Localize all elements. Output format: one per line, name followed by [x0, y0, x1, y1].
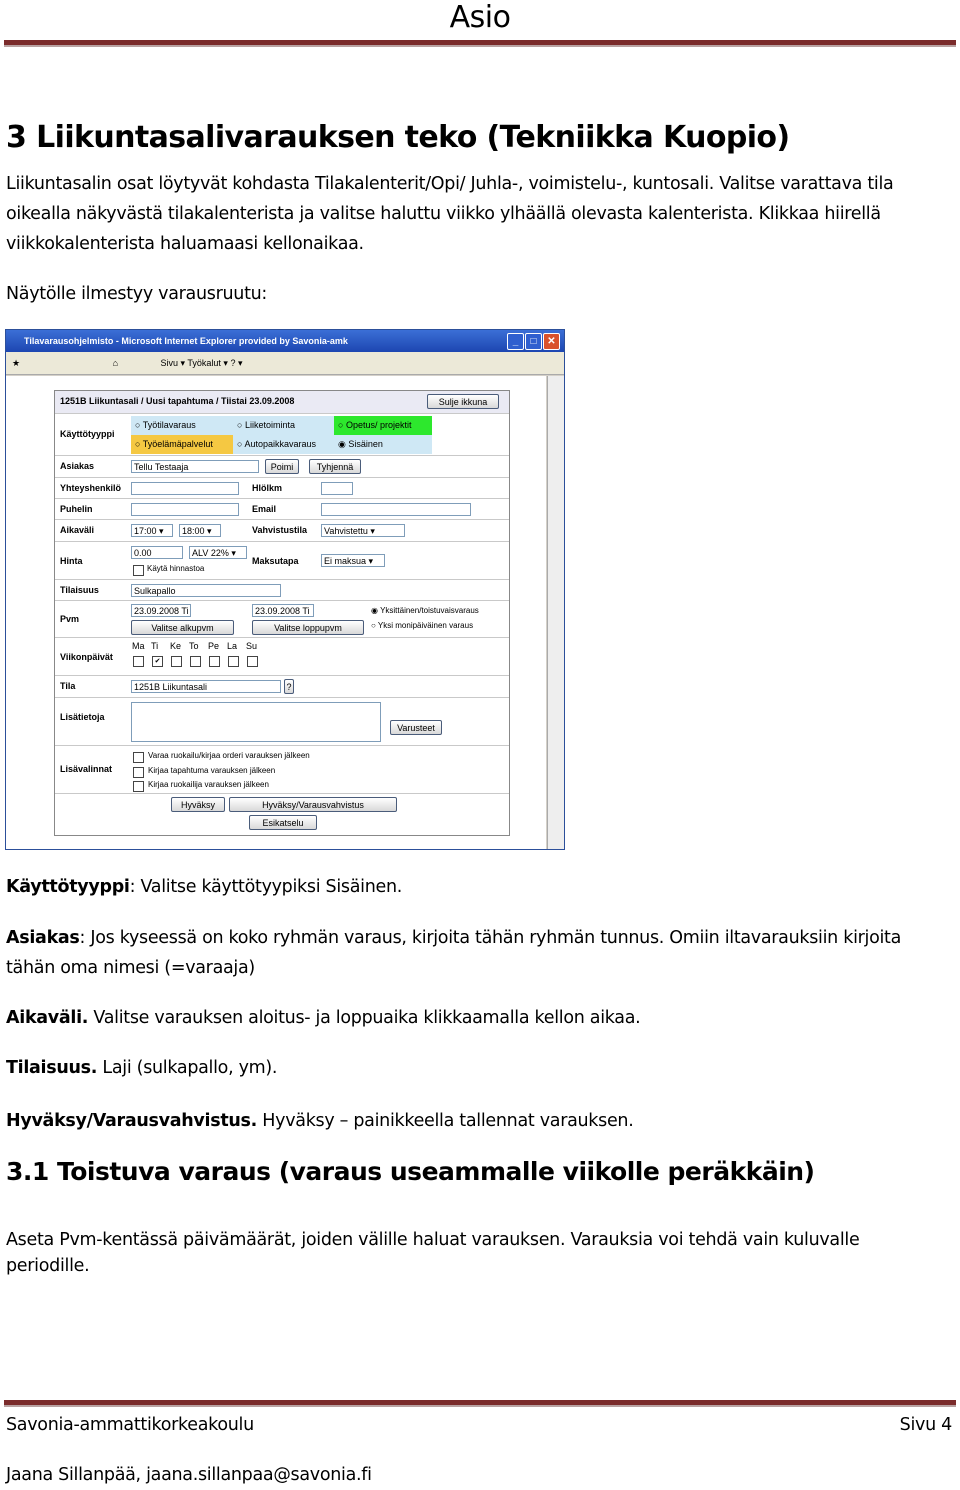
actions-row: [55, 793, 509, 836]
home-icon: ⌂: [112, 358, 119, 368]
weekday-fri-checkbox: [209, 656, 220, 667]
notes-textarea: [131, 702, 381, 742]
explanation-time: Aikaväli. Valitse varauksen aloitus- ja loppuaika klikkaamalla kellon aikaa.: [6, 1008, 641, 1028]
pick-start-button: Valitse alkupvm: [131, 620, 234, 635]
booking-form: [54, 390, 510, 836]
vat-select: ALV 22% ▾: [189, 546, 247, 559]
accept-confirm-button: Hyväksy/Varausvahvistus: [229, 797, 397, 812]
date-row: [55, 600, 509, 638]
persons-label: Hlölkm: [252, 483, 283, 493]
footer-organization: Savonia-ammattikorkeakoulu: [6, 1415, 254, 1435]
notes-row: [55, 697, 509, 746]
purpose-row: [55, 579, 509, 601]
customer-label: Asiakas: [60, 461, 95, 471]
confirm-label: Vahvistustila: [252, 525, 308, 535]
footer-page-number: Sivu 4: [899, 1415, 952, 1435]
date-start-input: 23.09.2008 Ti: [131, 604, 191, 617]
browser-scrollbar: [547, 376, 564, 849]
accept-button: Hyväksy: [171, 797, 225, 812]
persons-input: [321, 482, 353, 495]
weekday-wed: Ke: [170, 641, 182, 651]
weekday-sat: La: [227, 641, 238, 651]
price-row: [55, 541, 509, 580]
room-row: [55, 675, 509, 698]
booking-window-screenshot: [5, 329, 565, 850]
form-title: 1251B Liikuntasali / Uusi tapahtuma / Tiistai 23.09.2008: [60, 396, 295, 406]
phone-label: Puhelin: [60, 504, 93, 514]
footer-author: Jaana Sillanpää, jaana.sillanpaa@savonia.fi: [6, 1465, 372, 1485]
minimize-icon: _: [507, 333, 524, 350]
room-help-button: ?: [284, 679, 294, 694]
footer-rule: [4, 1400, 956, 1407]
weekday-fri: Pe: [208, 641, 220, 651]
weekday-mon: Ma: [132, 641, 145, 651]
purpose-input: Sulkapallo: [131, 584, 281, 597]
usage-option-6: ◉ Sisäinen: [334, 435, 432, 454]
extra-option-3-label: Kirjaa ruokailija varauksen jälkeen: [148, 780, 269, 789]
usage-option-2: ○ Liiketoiminta: [233, 416, 334, 435]
contact-row: [55, 477, 509, 499]
star-icon: ★: [12, 358, 21, 368]
time-row: [55, 519, 509, 542]
weekday-sat-checkbox: [228, 656, 239, 667]
confirm-select: Vahvistettu ▾: [321, 524, 405, 537]
toolbar-menus: Sivu ▾ Työkalut ▾ ? ▾: [160, 358, 243, 368]
contact-label: Yhteyshenkilö: [60, 483, 122, 493]
room-input: 1251B Liikuntasali: [131, 680, 281, 693]
weekday-tue: Ti: [151, 641, 159, 651]
intro-line-3: viikkokalenterista haluamaasi kellonaikaa.: [6, 234, 364, 254]
pick-end-button: Valitse loppupvm: [252, 620, 364, 635]
weekdays-row: [55, 637, 509, 676]
explanation-customer: Asiakas: Jos kyseessä on koko ryhmän varaus, kirjoita tähän ryhmän tunnus. Omiin iltavarauksiin kirjoita: [6, 928, 902, 948]
window-title: Tilavarausohjelmisto - Microsoft Internet Explorer provided by Savonia-amk: [24, 336, 348, 346]
form-title-bar: [55, 391, 509, 414]
intro-line-1: Liikuntasalin osat löytyvät kohdasta Tilakalenterit/Opi/ Juhla-, voimistelu-, kuntosali. Valitse varattava tila: [6, 174, 894, 194]
find-button: Poimi: [265, 459, 299, 474]
time-end-select: 18:00 ▾: [179, 524, 221, 537]
weekday-sun-checkbox: [247, 656, 258, 667]
equipment-button: Varusteet: [390, 720, 442, 735]
customer-row: [55, 455, 509, 478]
price-label: Hinta: [60, 556, 83, 566]
browser-toolbar: [6, 352, 564, 375]
payment-label: Maksutapa: [252, 556, 299, 566]
header-rule: [4, 40, 956, 47]
document-header-title: Asio: [449, 0, 511, 35]
single-booking-option: ◉ Yksittäinen/toistuvaisvaraus: [371, 606, 479, 615]
date-label: Pvm: [60, 614, 80, 624]
maximize-icon: □: [525, 333, 542, 350]
extra-option-2-label: Kirjaa tapahtuma varauksen jälkeen: [148, 766, 276, 775]
time-label: Aikaväli: [60, 525, 95, 535]
weekday-thu-checkbox: [190, 656, 201, 667]
usage-label: Käyttötyyppi: [60, 429, 115, 439]
extra-option-3-checkbox: [133, 781, 144, 792]
pricelist-checkbox: [133, 565, 144, 576]
price-input: 0.00: [131, 546, 183, 559]
preview-button: Esikatselu: [249, 815, 317, 830]
explanation-usage: Käyttötyyppi: Valitse käyttötyypiksi Sisäinen.: [6, 877, 403, 897]
weekday-grid: [131, 641, 264, 673]
purpose-label: Tilaisuus: [60, 585, 99, 595]
usage-option-1: ○ Työtilavaraus: [131, 416, 233, 435]
window-titlebar: [6, 330, 564, 352]
explanation-accept: Hyväksy/Varausvahvistus. Hyväksy – painikkeella tallennat varauksen.: [6, 1111, 634, 1131]
weekday-wed-checkbox: [171, 656, 182, 667]
time-start-select: 17:00 ▾: [131, 524, 173, 537]
close-window-button: Sulje ikkuna: [427, 394, 499, 409]
section-3-heading: 3 Liikuntasalivarauksen teko (Tekniikka Kuopio): [6, 120, 790, 155]
notes-label: Lisätietoja: [60, 712, 105, 722]
explanation-purpose: Tilaisuus. Laji (sulkapallo, ym).: [6, 1058, 278, 1078]
pricelist-label: Käytä hinnastoa: [147, 564, 205, 573]
extras-row: [55, 745, 509, 794]
intro-line-2: oikealla näkyvästä tilakalenterista ja valitse haluttu viikko ylhäällä olevasta kalenterista. Klikkaa hiirellä: [6, 204, 881, 224]
clear-button: Tyhjennä: [309, 459, 361, 474]
section-3-1-heading: 3.1 Toistuva varaus (varaus useammalle viikolle peräkkäin): [6, 1157, 815, 1186]
section-3-1-line-2: periodille.: [6, 1256, 90, 1276]
usage-option-4: ○ Työelämäpalvelut: [131, 435, 233, 454]
customer-input: Tellu Testaaja: [131, 460, 259, 473]
weekdays-label: Viikonpäivät: [60, 652, 113, 662]
room-label: Tila: [60, 681, 76, 691]
section-3-1-line-1: Aseta Pvm-kentässä päivämäärät, joiden välille haluat varauksen. Varauksia voi tehdä vain kuluvalle: [6, 1230, 860, 1250]
date-end-input: 23.09.2008 Ti: [252, 604, 314, 617]
email-label: Email: [252, 504, 277, 514]
multi-day-option: ○ Yksi monipäiväinen varaus: [371, 621, 474, 630]
explanation-customer-cont: tähän oma nimesi (=varaaja): [6, 958, 255, 978]
usage-row: [55, 413, 509, 456]
extra-option-1-label: Varaa ruokailu/kirjaa orderi varauksen jälkeen: [148, 751, 310, 760]
phone-input: [131, 503, 239, 516]
extra-option-1-checkbox: [133, 752, 144, 763]
close-icon: ✕: [543, 333, 560, 350]
email-input: [321, 503, 471, 516]
payment-select: Ei maksua ▾: [321, 554, 385, 567]
contact-input: [131, 482, 239, 495]
weekday-mon-checkbox: [133, 656, 144, 667]
extra-option-2-checkbox: [133, 767, 144, 778]
phone-row: [55, 498, 509, 520]
extras-label: Lisävalinnat: [60, 764, 113, 774]
usage-option-3: ○ Opetus/ projektit: [334, 416, 432, 435]
weekday-thu: To: [189, 641, 199, 651]
weekday-sun: Su: [246, 641, 258, 651]
screen-intro: Näytölle ilmestyy varausruutu:: [6, 284, 268, 304]
weekday-tue-checkbox: ✔: [152, 656, 163, 667]
usage-option-5: ○ Autopaikkavaraus: [233, 435, 334, 454]
